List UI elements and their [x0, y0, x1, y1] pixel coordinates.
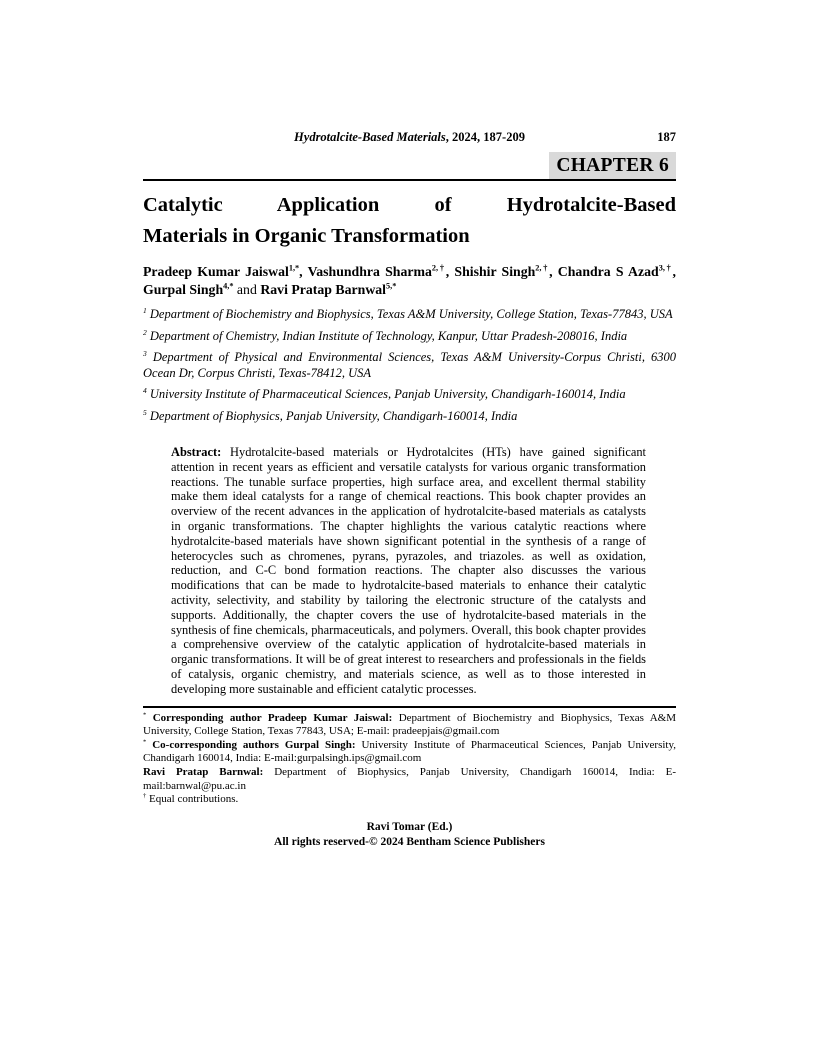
author-separator: ,	[549, 264, 558, 279]
footnote-text: Department of Biophysics, Panjab University, Chandigarh 160014, India: E-mail:barnwal@pu.ac.in	[143, 765, 676, 792]
author	[558, 264, 676, 279]
footnote	[143, 739, 676, 766]
author-name: Pradeep Kumar Jaiswal	[143, 264, 289, 279]
affiliation	[143, 387, 676, 403]
author-superscript: 1,*	[288, 263, 300, 273]
author-separator: ,	[299, 264, 308, 279]
author-superscript: 3,†	[658, 263, 673, 273]
title-line-1: Catalytic Application of Hydrotalcite-Based	[143, 194, 676, 216]
footnote-bold: Corresponding author Pradeep Kumar Jaiswal:	[152, 711, 393, 724]
author-separator: ,	[445, 264, 455, 279]
author-superscript: 5,*	[386, 280, 397, 290]
author-name: Shishir Singh	[454, 264, 536, 279]
authors-line	[143, 263, 676, 298]
footnote	[143, 793, 676, 807]
book-title: Hydrotalcite-Based Materials	[294, 130, 446, 144]
affiliation-superscript: 3	[143, 348, 147, 358]
author	[260, 282, 396, 297]
author-superscript: 2,†	[535, 263, 550, 273]
affiliation	[143, 329, 676, 345]
author-separator: and	[233, 281, 261, 297]
author	[308, 264, 455, 279]
affiliations-list	[143, 307, 676, 424]
author-superscript: 4,*	[223, 280, 234, 290]
footnote-bold: Co-corresponding authors Gurpal Singh:	[152, 738, 356, 751]
issue-info: , 2024, 187-209	[445, 130, 525, 144]
abstract-text: Hydrotalcite-based materials or Hydrotalcites (HTs) have gained significant attention in recent years as efficient and versatile catalysts for various organic transformation reactions. The tunable surface properties, high surface area, and excellent thermal stability make them ideal catalysts for a range of chemical reactions. This book chapter provides an overview of the recent advances in the application of hydrotalcite-based materials as catalysts in organic transformations. The chapter highlights the various catalytic reactions where hydrotalcite-based materials have shown significant potential in the synthesis of a range of heterocycles such as chromenes, pyrans, pyrazoles, and triazoles. as well as oxidation, reduction, and C-C bond formation reactions. The chapter also discusses the various modifications that can be made to hydrotalcite-based materials to enhance their catalytic activity, selectivity, and stability by tailoring the electronic structure of the catalysts and supports. Additionally, the chapter covers the use of hydrotalcite-based materials in the synthesis of fine chemicals, pharmaceuticals, and polymers. Overall, this book chapter provides a comprehensive overview of the catalytic application of hydrotalcite-based materials in organic transformations. It will be of great interest to researchers and professionals in the fields of catalysis, organic chemistry, and materials science, as well as to those interested in developing more sustainable and efficient catalytic processes.	[171, 445, 646, 696]
affiliation-text: University Institute of Pharmaceutical Sciences, Panjab University, Chandigarh-160014, India	[149, 387, 626, 401]
page-content	[143, 129, 676, 850]
chapter-title	[143, 190, 676, 252]
affiliation-text: Department of Biophysics, Panjab University, Chandigarh-160014, India	[149, 408, 518, 423]
running-header	[143, 129, 676, 145]
affiliation-superscript: 4	[143, 385, 147, 395]
author-separator: ,	[672, 264, 676, 279]
author	[454, 264, 557, 279]
affiliation-text: Department of Physical and Environmental Sciences, Texas A&M University-Corpus Christi, 6300 Ocean Dr, Corpus Christi, Texas-78412, USA	[143, 350, 677, 380]
affiliation-superscript: 1	[143, 305, 147, 315]
author-name: Gurpal Singh	[143, 281, 224, 297]
chapter-badge-row	[143, 152, 676, 181]
affiliation-text: Department of Biochemistry and Biophysics, Texas A&M University, College Station, Texas-77843, USA	[149, 307, 673, 321]
author-name: Chandra S Azad	[557, 264, 659, 279]
footnotes-block	[143, 712, 676, 807]
footer-rights: All rights reserved-© 2024 Bentham Science Publishers	[274, 835, 545, 848]
abstract-label: Abstract:	[171, 445, 222, 459]
affiliation-superscript: 5	[143, 407, 147, 417]
footnote	[143, 766, 676, 793]
affiliation	[143, 350, 676, 381]
affiliation	[143, 307, 676, 323]
title-line-2: Materials in Organic Transformation	[143, 225, 470, 247]
chapter-badge: CHAPTER 6	[549, 152, 676, 179]
affiliation-text: Department of Chemistry, Indian Institute of Technology, Kanpur, Uttar Pradesh-208016, India	[149, 328, 628, 343]
author-name: Vashundhra Sharma	[307, 264, 432, 279]
footnote-marker: *	[143, 738, 147, 746]
author-superscript: 2,†	[431, 263, 446, 273]
footnote-text: Department of Biochemistry and Biophysics, Texas A&M University, College Station, Texas 77843, USA; E-mail: pradeepjais@gmail.com	[143, 711, 677, 738]
page-footer	[143, 820, 676, 850]
footnote-text: University Institute of Pharmaceutical Sciences, Panjab University, Chandigarh 160014, India: E-mail:gurpalsingh.ips@gmail.com	[143, 738, 677, 765]
running-header-center	[143, 129, 676, 145]
footnote-marker: *	[143, 710, 147, 718]
author	[143, 264, 308, 279]
author	[143, 282, 260, 297]
footnote-marker: †	[143, 792, 147, 800]
footnote-bold: Ravi Pratap Barnwal:	[143, 765, 264, 778]
footnote-text: Equal contributions.	[146, 793, 239, 806]
abstract-block	[171, 445, 646, 697]
page-number: 187	[657, 130, 676, 144]
author-name: Ravi Pratap Barnwal	[260, 281, 387, 297]
affiliation-superscript: 2	[143, 327, 147, 337]
footnote	[143, 712, 676, 739]
affiliation	[143, 409, 676, 425]
abstract-paragraph	[171, 445, 646, 697]
footer-editor: Ravi Tomar (Ed.)	[366, 820, 453, 833]
footnote-rule	[143, 706, 676, 708]
